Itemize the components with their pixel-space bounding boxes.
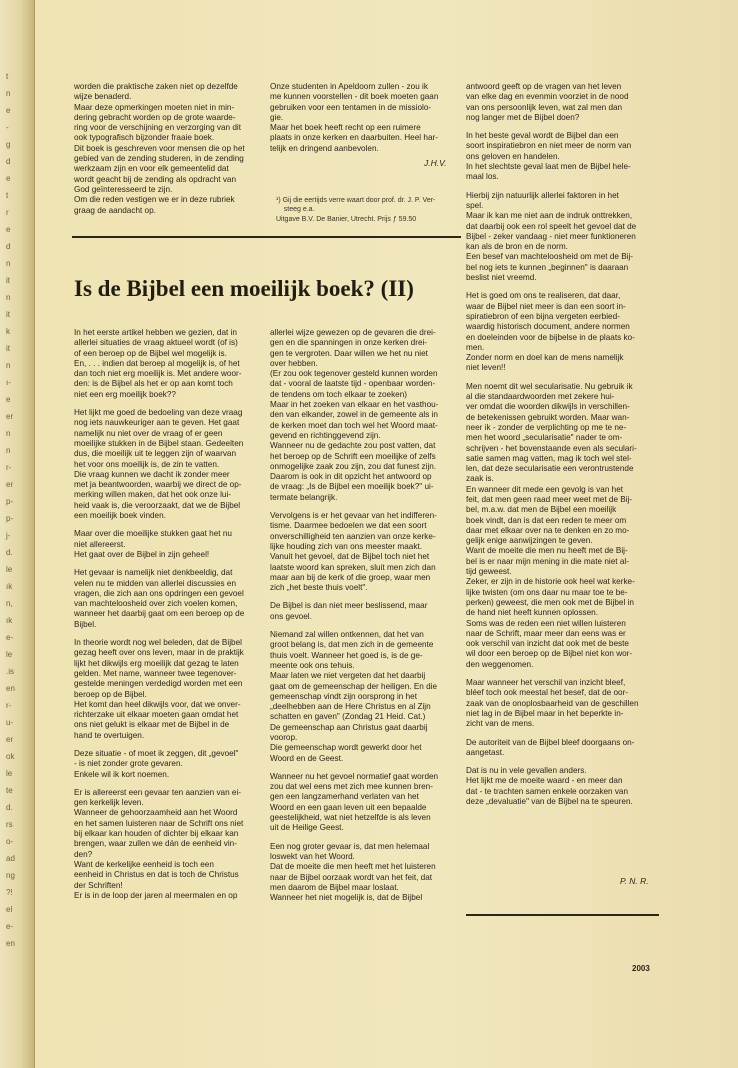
gutter-fragment: n: [6, 446, 11, 455]
article-paragraph: De Bijbel is dan niet meer beslissend, maar ons gevoel.: [270, 601, 428, 621]
gutter-fragment: n: [6, 293, 11, 302]
page-number: 2003: [632, 964, 650, 973]
article-paragraph: Niemand zal willen ontkennen, dat het van groot belang is, dat men zich in de gemeente thuis voelt. Wanneer het goed is, is de ge- meente ook ons tehuis. Maar laten we niet vergeten dat het daarbij gaat om de gemeenschap der heiligen. En die gemeenschap vindt zijn oorsprong in het „deelhebben aan de Here Christus en al Zijn schatten en gaven" (Zondag 21 Heid. Cat.) De gemeenschap aan Christus gaat daarbij voorop. Die gemeenschap wordt gewerkt door het Woord en de Geest.: [270, 630, 438, 763]
article-paragraph: Een nog groter gevaar is, dat men helemaal loswekt van het Woord. Dat de moeite die men heeft met het luisteren naar de Bijbel oorzaak wordt van het feit, dat men daarom de Bijbel maar loslaat. Wanneer het niet mogelijk is, dat de Bijbel: [270, 841, 436, 903]
gutter-fragment: en: [6, 939, 15, 948]
gutter-fragment: g: [6, 140, 11, 149]
article-paragraph: Men noemt dit wel secularisatie. Nu gebruik ik al die standaardwoorden met zekere hui- ver omdat die woorden dikwijls in verschillen- de betekenissen gebruikt worden. Maar wan- neer ik - zonder de verplichting op me te ne- men het woord „secularisatie" nader te om- schrijven - het bovenstaande even als seculari- satie samen mag vatten, mag ik toch wel stel- len, dat deze secularisatie een verontrustende zaak is. En wanneer dit mede een gevolg is van het feit, dat men geen raad meer weet met de Bij- bel, m.a.w. dat men de Bijbel een moeilijk boek vindt, dan is dat een reden te meer om daar met elkaar over na te denken en zo mo- gelijk enige aanwijzingen te geven. Want de moeite die men nu heeft met de Bij- bel is er naar mijn mening in die mate niet al- tijd geweest. Zeker, er zijn in de historie ook heel wat kerke- lijke twisten (om ons daar nu maar toe te be- perken) geweest, die men ook met de Bijbel in de hand niet heeft kunnen oplossen. Soms was de reden een niet willen luisteren naar de Schrift, maar meer dan eens was er ook verschil van inzicht dat ook met de beste wil door een beroep op de Bijbel niet kon wor- den weggenomen.: [466, 381, 637, 669]
article-paragraph: Er is allereerst een gevaar ten aanzien van ei- gen kerkelijk leven. Wanneer de gehoorzaamheid aan het Woord en het samen luisteren naar de Schrift ons niet bij elkaar kan houden of dichter bij elkaar kan brengen, waar zullen we dán de eenheid vin- den? Want de kerkelijke eenheid is toch een eenheid in Christus en dat is toch de Christus der Schriften! Er is in de loop der jaren al meermalen en op: [74, 787, 244, 900]
previous-page-gutter: [0, 0, 35, 1068]
gutter-fragment: -: [6, 123, 9, 132]
end-rule: [466, 914, 659, 916]
gutter-fragment: er: [6, 480, 14, 489]
gutter-fragment: n: [6, 361, 11, 370]
gutter-fragment: le: [6, 769, 13, 778]
gutter-fragment: e: [6, 395, 11, 404]
gutter-fragment: le: [6, 565, 13, 574]
gutter-fragment: ?!: [6, 888, 13, 897]
gutter-fragment: el: [6, 905, 13, 914]
gutter-fragment: o-: [6, 837, 14, 846]
article-paragraph: Hierbij zijn natuurlijk allerlei faktoren in het spel. Maar ik kan me niet aan de indruk onttrekken, dat daarbij ook een rol speelt het gevoel dat de Bijbel - zeker vandaag - niet meer funktioneren kan als de bron en de norm. Een besef van machteloosheid om met de Bij- bel nog iets te kunnen „beginnen" is daaraan beslist niet vreemd.: [466, 190, 637, 283]
gutter-fragment: k: [6, 327, 10, 336]
article-paragraph: allerlei wijze gewezen op de gevaren die drei- gen en die spanningen in onze kerken drei- gen te vergroten. Daar willen we het nu niet over hebben. (Er zou ook tegenover gesteld kunnen worden dat - vooral de laatste tijd - openbaar worden- de tendens om toch elkaar te zoeken) Maar in het zoeken van elkaar en het vasthou- den van elkander, zowel in de gemeente als in de kerken moet dan toch wel het Woord maat- gevend en richtinggevend zijn. Wanneer nu de gedachte zou post vatten, dat het beroep op de Schrift een moeilijke of zelfs onmogelijke zaak zou zijn, zou dat funest zijn. Daarom is ook in dit opzicht het antwoord op de vraag: „Is de Bijbel een moeilijk boek?" ui- termate belangrijk.: [270, 328, 439, 502]
gutter-fragment: j-: [6, 531, 11, 540]
gutter-fragment: d.: [6, 548, 13, 557]
article-paragraph: Dat is nu in vele gevallen anders. Het lijkt me de moeite waard - en meer dan dat - te trachten samen enkele oorzaken van deze „devaluatie" van de Bijbel na te speuren.: [466, 766, 633, 806]
article-paragraph: Het lijkt me goed de bedoeling van deze vraag nog iets nauwkeuriger aan te geven. Het gaat namelijk nu niet over de vraag of er geen moeilijke stukken in de Bijbel staan. Gedeelten dus, die moeilijk uit te leggen zijn of waarvan het voor ons moeilijk is, de zin te vatten. Die vraag kunnen we dacht ik zonder meer met ja beantwoorden, waarbij we direct de op- merking willen maken, dat het ook onze lui- heid vaak is, die veroorzaakt, dat we de Bijbel een moeilijk boek vinden.: [74, 408, 244, 521]
gutter-fragment: e-: [6, 633, 14, 642]
article-paragraph: Maar wanneer het verschil van inzicht bleef, bléef toch ook meestal het besef, dat de oor- zaak van de onoplosbaarheid van de geschillen niet lag in de Bijbel maar in het beperkte in- zicht van de mens.: [466, 678, 639, 729]
gutter-fragment: en: [6, 684, 15, 693]
gutter-fragment: le: [6, 650, 13, 659]
article-column-1: [74, 328, 264, 909]
article-paragraph: De autoriteit van de Bijbel bleef doorgaans on- aangetast.: [466, 737, 635, 757]
gutter-fragment: n: [6, 89, 11, 98]
gutter-fragment: u-: [6, 718, 14, 727]
article-paragraph: In theorie wordt nog wel beleden, dat de Bijbel gezag heeft over ons leven, maar in de praktijk lijkt het dikwijls erg moeilijk dat gezag te laten gelden. Met name, wanneer twee tegenover- gestelde meningen verdedigd worden met een beroep op de Bijbel. Het komt dan heel dikwijls voor, dat we onver- richterzake uit elkaar moeten gaan omdat het ons niet gelukt is elkaar met de Bijbel in de hand te overtuigen.: [74, 638, 244, 740]
article-paragraph: Wanneer nu het gevoel normatief gaat worden zou dat wel eens met zich mee kunnen bren- gen een langzamerhand verlaten van het Woord en een gaan leven uit een bepaalde geestelijkheid, wat niet hetzelfde is als leven uit de Heilige Geest.: [270, 771, 439, 833]
article-paragraph: Vervolgens is er het gevaar van het indifferen- tisme. Daarmee bedoelen we dat een soort onverschilligheid ten aanzien van onze kerke- lijke houding zich van ons meester maakt. Vanuit het gevoel, dat de Bijbel toch niet het laatste woord kan spreken, sluit men zich dan maar aan bij de kerk of die groep, waar men zich „het beste thuis voelt".: [270, 511, 437, 593]
gutter-fragment: r-: [6, 463, 12, 472]
gutter-fragment: ng: [6, 871, 15, 880]
article-paragraph: Deze situatie - of moet ik zeggen, dit „gevoel" - is niet zonder grote gevaren. Enkele wil ik kort noemen.: [74, 748, 239, 779]
top-col1-text: worden die praktische zaken niet op dezelfde wijze benaderd. Maar deze opmerkingen moeten niet in min- dering gebracht worden op de grote waarde- ring voor de verschijning en verzorging van dit ook typografisch bijzonder fraaie boek. Dit boek is geschreven voor mensen die op het gebied van de zending studeren, in de zending werkzaam zijn en voor elk gemeentelid dat wordt geacht bij de zending als opdracht van God geïnteresseerd te zijn. Om die reden vestigen we er in deze rubriek graag de aandacht op.: [74, 82, 245, 215]
review-signature: J.H.V.: [424, 158, 447, 168]
gutter-fragment: ı-: [6, 378, 11, 387]
gutter-fragment: te: [6, 786, 13, 795]
section-divider-rule: [72, 236, 461, 238]
gutter-fragment: t: [6, 191, 9, 200]
gutter-fragment: .is: [6, 667, 14, 676]
article-paragraph: Maar over die moeilijke stukken gaat het nu niet allereerst. Het gaat over de Bijbel in zijn geheel!: [74, 529, 232, 559]
gutter-fragment: e: [6, 225, 11, 234]
footnote-2: Uitgave B.V. De Banier, Utrecht. Prijs ƒ 59.50: [276, 216, 417, 223]
gutter-fragment: r-: [6, 701, 12, 710]
gutter-fragment: er: [6, 735, 14, 744]
footnote-1: ¹) Gij die eertijds verre waart door prof. dr. J. P. Ver- steeg e.a.: [276, 197, 436, 213]
top-col2-text: Onze studenten in Apeldoorn zullen - zou ik me kunnen voorstellen - dit boek moeten gaan gebruiken voor een tentamen in de missiolo- gie. Maar het boek heeft recht op een ruimere plaats in onze kerken en daarbuiten. Heel har- telijk en dringend aanbevolen.: [270, 82, 439, 153]
gutter-fragment: t: [6, 72, 9, 81]
gutter-fragment: ık: [6, 616, 13, 625]
gutter-fragment: n,: [6, 599, 13, 608]
gutter-fragment: n: [6, 259, 11, 268]
article-paragraph: antwoord geeft op de vragen van het leven van elke dag en evenmin voorziet in de nood van ons persoonlijk leven, wat zal men dan nog langer met de Bijbel doen?: [466, 82, 629, 122]
gutter-fragment: ad: [6, 854, 15, 863]
top-column-2: [270, 82, 462, 162]
gutter-fragment: rs: [6, 820, 13, 829]
gutter-fragment: p-: [6, 514, 14, 523]
article-paragraph: In het beste geval wordt de Bijbel dan een soort inspiratiebron en niet meer de norm van ons geloven en handelen. In het slechtste geval laat men de Bijbel hele- maal los.: [466, 131, 632, 182]
article-column-2: [270, 328, 462, 911]
gutter-fragment: d: [6, 242, 11, 251]
gutter-fragment: p-: [6, 497, 14, 506]
gutter-fragment: er: [6, 412, 14, 421]
gutter-fragment: it: [6, 344, 10, 353]
top-column-1: [74, 82, 264, 224]
article-paragraph: In het eerste artikel hebben we gezien, dat in allerlei situaties de vraag aktueel wordt (of is) of een beroep op de Bijbel wel mogelijk is. En, . . . indien dat beroep al mogelijk is, of het dan toch niet erg moeilijk is. Met andere woor- den: is de Bijbel als het er op aan komt toch niet een erg moeilijk boek??: [74, 328, 242, 399]
gutter-fragment: ık: [6, 582, 13, 591]
gutter-fragment: e-: [6, 922, 14, 931]
gutter-fragment: ok: [6, 752, 15, 761]
gutter-fragment: d.: [6, 803, 13, 812]
article-paragraph: Het is goed om ons te realiseren, dat daar, waar de Bijbel niet meer is dan een soort in- spiratiebron of een bijna vergeten eerbied- waardig historisch document, andere normen en doeleinden voor de bijbelse in de plaats ko- men. Zonder norm en doel kan de mens namelijk niet leven!!: [466, 291, 635, 373]
gutter-fragment: e: [6, 106, 11, 115]
gutter-fragment: it: [6, 276, 10, 285]
article-column-3: [466, 82, 662, 815]
article-paragraph: Het gevaar is namelijk niet denkbeeldig, dat velen nu te midden van allerlei discussies en vragen, die zich aan ons opdringen een gevoel van machteloosheid over zich voelen komen, wanneer het daarbij gaat om een beroep op de Bijbel.: [74, 568, 245, 629]
gutter-fragment: d: [6, 157, 11, 166]
author-signature: P. N. R.: [620, 876, 649, 886]
gutter-fragment: it: [6, 310, 10, 319]
gutter-fragment: r: [6, 208, 9, 217]
gutter-fragment: n: [6, 429, 11, 438]
article-title: Is de Bijbel een moeilijk boek? (II): [74, 276, 414, 301]
gutter-fragment: e: [6, 174, 11, 183]
